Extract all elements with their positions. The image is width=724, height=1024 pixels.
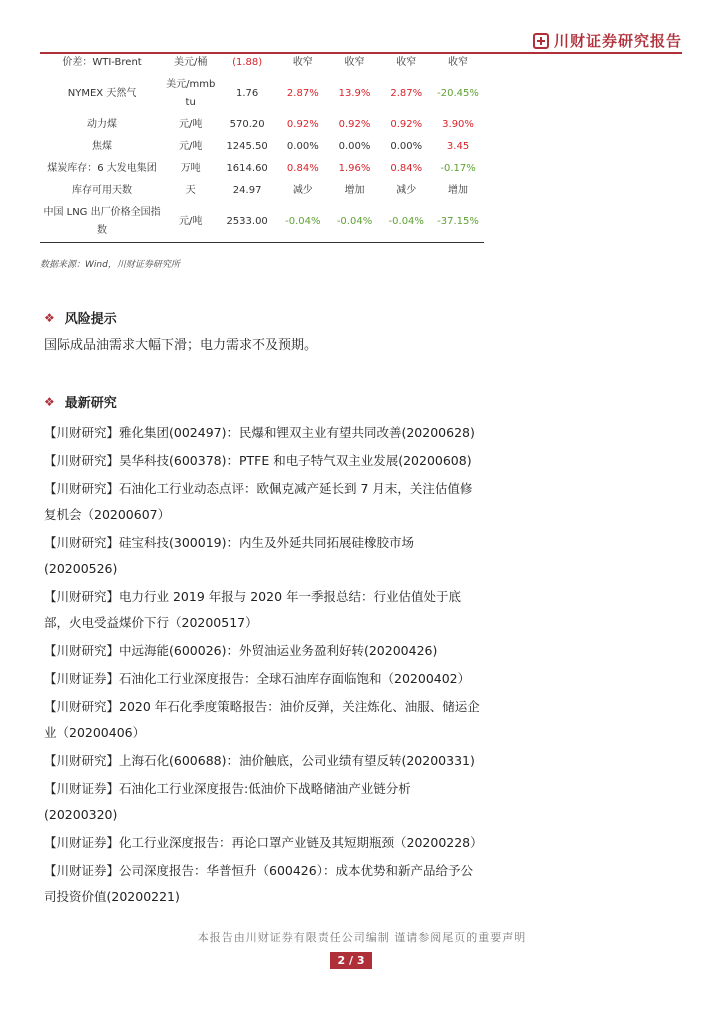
row-name: NYMEX 天然气 [67,88,137,99]
list-item: 【川财研究】上海石化(600688)：油价触底，公司业绩有望反转(20200331) [44,753,475,768]
logo-icon [533,33,549,49]
row-unit: 美元/桶 [174,57,208,68]
list-item: 【川财研究】石油化工行业动态点评：欧佩克减产延长到 7 月末，关注估值修复机会（20200607） [44,481,473,522]
row-change: 0.92% [338,119,371,130]
row-change: -0.04% [380,202,432,243]
row-unit: 元/吨 [179,141,203,152]
row-value: 2533.00 [217,202,277,243]
row-change: 收窄 [448,57,469,68]
row-change: 0.00% [286,141,319,152]
row-change: 0.84% [286,163,319,174]
row-value: 1614.60 [226,163,268,174]
data-source: 数据来源：Wind，川财证券研究所 [40,260,180,270]
row-value: 570.20 [229,119,265,130]
brand-name: 川财证券研究报告 [553,32,682,50]
research-list [44,420,484,912]
table-row [40,158,484,180]
row-change: 3.45 [446,141,470,152]
list-item: 【川财证券】石油化工行业深度报告:低油价下战略储油产业链分析(20200320) [44,781,411,822]
market-data-table [40,52,484,243]
row-change: 收窄 [396,57,417,68]
row-change: -0.04% [329,202,381,243]
page-number: 2 / 3 [330,952,372,969]
table-row [40,202,484,243]
list-item: 【川财证券】石油化工行业深度报告：全球石油库存面临饱和（20200402） [44,671,471,686]
table-row [40,136,484,158]
footer-note: 本报告由川财证券有限责任公司编制 谨请参阅尾页的重要声明 [197,931,527,944]
list-item: 【川财证券】化工行业深度报告：再论口罩产业链及其短期瓶颈（20200228） [44,835,483,850]
row-unit: 美元/mmbtu [166,79,216,108]
row-name: 煤炭库存：6 大发电集团 [47,163,157,174]
row-change: 增加 [448,185,469,196]
row-change: 1.96% [338,163,371,174]
row-unit: 天 [185,185,196,196]
list-item: 【川财证券】公司深度报告：华普恒升（600426）：成本优势和新产品给予公司投资价值(20200221) [44,863,473,904]
row-value: (1.88) [232,57,263,68]
row-value: 24.97 [232,185,262,196]
list-item: 【川财研究】雅化集团(002497)：民爆和锂双主业有望共同改善(20200628) [44,425,475,440]
row-value: 1.76 [235,88,259,99]
row-change: 增加 [344,185,365,196]
list-item: 【川财研究】中远海能(600026)：外贸油运业务盈利好转(20200426) [44,643,438,658]
list-item: 【川财研究】2020 年石化季度策略报告：油价反弹，关注炼化、油服、储运企业（20200406） [44,699,480,740]
row-change: 13.9% [338,88,371,99]
row-change: 0.00% [390,141,423,152]
latest-title: 最新研究 [64,396,117,411]
row-unit: 元/吨 [179,119,203,130]
table-row [40,74,484,114]
row-name: 动力煤 [87,119,118,130]
row-change: 收窄 [344,57,365,68]
row-change: 0.84% [390,163,423,174]
list-item: 【川财研究】电力行业 2019 年报与 2020 年一季报总结：行业估值处于底部，火电受益煤价下行（20200517） [44,589,462,630]
row-unit: 万吨 [180,163,201,174]
row-change: 0.00% [338,141,371,152]
row-change: -37.15% [432,202,484,243]
row-name: 库存可用天数 [72,185,133,196]
row-change: -20.45% [437,88,479,99]
diamond-icon: ❖ [44,310,55,325]
row-change: 2.87% [390,88,423,99]
row-change: 收窄 [292,57,313,68]
row-name: 中国 LNG 出厂价格全国指数 [40,202,164,243]
latest-section-title [44,392,117,411]
risk-section-title [44,308,117,327]
row-change: -0.17% [440,163,476,174]
row-change: 减少 [292,185,313,196]
row-change: 0.92% [390,119,423,130]
row-change: 0.92% [286,119,319,130]
row-change: 减少 [396,185,417,196]
brand [533,30,682,51]
row-change: -0.04% [277,202,329,243]
list-item: 【川财研究】昊华科技(600378)：PTFE 和电子特气双主业发展(20200608) [44,453,472,468]
diamond-icon: ❖ [44,394,55,409]
row-name: 焦煤 [92,141,113,152]
row-unit: 元/吨 [164,202,217,243]
table-row [40,180,484,202]
page-header [40,26,682,54]
risk-title: 风险提示 [64,312,117,327]
row-value: 1245.50 [226,141,268,152]
list-item: 【川财研究】硅宝科技(300019)：内生及外延共同拓展硅橡胶市场(20200526) [44,535,414,576]
table-row [40,114,484,136]
row-change: 3.90% [442,119,474,130]
risk-text: 国际成品油需求大幅下滑；电力需求不及预期。 [44,338,318,353]
table-row [40,52,484,74]
row-change: 2.87% [286,88,319,99]
row-name: 价差：WTI-Brent [62,57,142,68]
